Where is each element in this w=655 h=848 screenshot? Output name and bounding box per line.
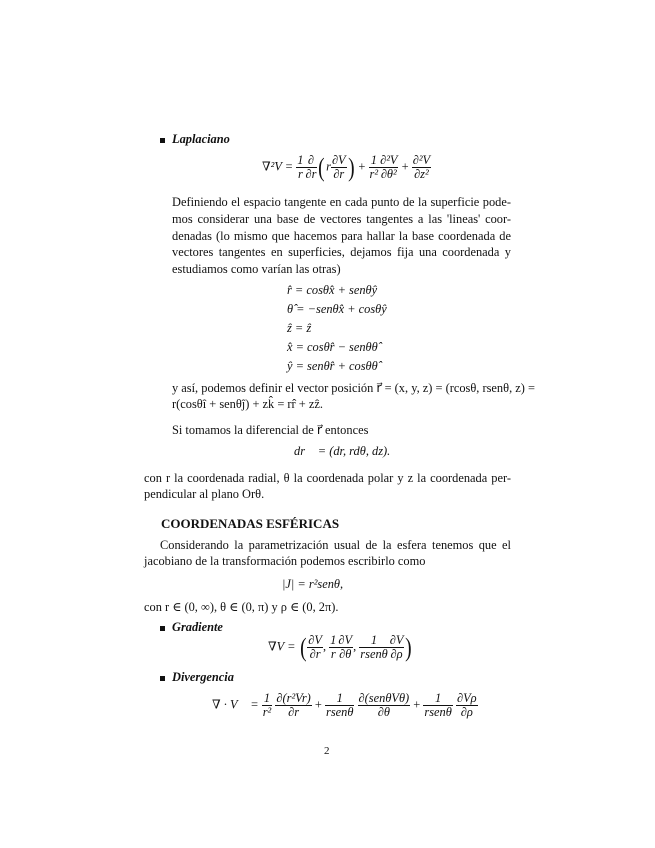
denominator: ∂r: [305, 167, 317, 182]
fraction: [307, 634, 323, 661]
denominator: r: [330, 647, 336, 662]
comma: ,: [322, 639, 327, 654]
eq-lhs: ∇ · V⃗ =: [212, 697, 259, 712]
fraction: [456, 692, 478, 719]
paragraph-line: denadas (lo mismo que hacemos para hallar la base coordenada de: [172, 229, 511, 243]
gradient-equation: [268, 634, 413, 661]
basis-equation: ŷ = senθr̂ + cosθθ̂: [287, 359, 378, 373]
numerator: 1: [370, 153, 377, 167]
denominator: ∂θ: [339, 647, 352, 662]
numerator: 1: [336, 691, 343, 705]
denominator: ∂r: [275, 705, 311, 719]
fraction: [412, 154, 431, 181]
numerator: ∂V: [338, 633, 353, 647]
position-vector-line: r(cosθî + senθĵ) + zk̂ = rr̂ + zẑ.: [172, 397, 323, 411]
denominator: rsenθ: [326, 705, 354, 720]
fraction: [358, 692, 411, 719]
denominator: ∂θ: [358, 705, 411, 719]
numerator: 1: [330, 633, 337, 647]
fraction: [275, 692, 311, 719]
denominator: ∂θ²: [380, 167, 397, 182]
numerator: ∂V: [331, 153, 346, 167]
right-paren: ): [347, 152, 355, 182]
denominator: ∂ρ: [390, 647, 403, 662]
jacobian-equation: |J| = r²senθ,: [282, 577, 344, 591]
numerator: ∂V: [389, 633, 404, 647]
bullet-marker: [160, 676, 165, 681]
section-title-divergencia: Divergencia: [172, 670, 234, 684]
comma: ,: [353, 639, 357, 654]
numerator: ∂: [307, 153, 315, 167]
bullet-marker: [160, 138, 165, 143]
numerator: ∂Vρ: [456, 691, 477, 705]
denominator: r²: [262, 705, 272, 720]
differential-text: Si tomamos la diferencial de r⃗ entonces: [172, 423, 369, 437]
plus-sign: +: [314, 697, 322, 712]
paragraph-line: vectores tangentes en superficies, dejamos fija una coordenada y: [172, 245, 511, 259]
numerator: 1: [435, 691, 442, 705]
divergence-equation: [212, 692, 478, 719]
fraction: [389, 634, 405, 661]
section-heading-spherical: COORDENADAS ESFÉRICAS: [161, 516, 340, 531]
fraction: [329, 634, 337, 661]
fraction: [325, 692, 354, 719]
differential-equation: dr⃗ = (dr, rdθ, dz).: [294, 444, 391, 458]
denominator: r: [297, 167, 303, 182]
section-title-gradiente: Gradiente: [172, 620, 223, 634]
paragraph-line: Definiendo el espacio tangente en cada punto de la superficie pode-: [172, 195, 511, 209]
bullet-marker: [160, 626, 165, 631]
fraction: [359, 634, 388, 661]
domain-text: con r ∈ (0, ∞), θ ∈ (0, π) y ρ ∈ (0, 2π).: [144, 600, 339, 614]
denominator: ∂z²: [412, 167, 431, 181]
intro-line: jacobiano de la transformación podemos escribirlo como: [144, 554, 426, 568]
eq-lhs: ∇V =: [268, 639, 296, 654]
numerator: ∂²V: [412, 153, 431, 167]
fraction: [331, 154, 347, 181]
fraction: [262, 692, 273, 719]
radial-description: pendicular al plano Orθ.: [144, 487, 265, 501]
section-title-laplaciano: Laplaciano: [172, 132, 230, 146]
fraction: [423, 692, 452, 719]
numerator: 1: [263, 691, 271, 705]
page-number: 2: [324, 745, 330, 757]
numerator: 1: [297, 153, 304, 167]
numerator: ∂²V: [380, 153, 398, 167]
left-paren: (: [318, 152, 326, 182]
denominator: ∂ρ: [456, 705, 478, 719]
paragraph-line: estudiamos como varían las otras): [172, 262, 341, 276]
numerator: ∂V: [308, 633, 322, 647]
numerator: ∂(senθVθ): [358, 691, 410, 705]
left-paren: (: [299, 632, 307, 662]
fraction: [296, 154, 304, 181]
right-paren: ): [405, 632, 413, 662]
laplacian-equation: [262, 154, 431, 181]
fraction: [369, 154, 380, 181]
plus-sign: +: [401, 159, 409, 174]
numerator: ∂(r²Vr): [276, 691, 311, 705]
denominator: rsenθ: [360, 647, 388, 662]
denominator: rsenθ: [424, 705, 452, 720]
intro-line: Considerando la parametrización usual de la esfera tenemos que el: [160, 538, 511, 552]
fraction: [304, 154, 317, 181]
position-vector-line: y así, podemos definir el vector posición r⃗ = (x, y, z) = (rcosθ, rsenθ, z) =: [172, 381, 535, 395]
denominator: ∂r: [331, 167, 347, 181]
eq-lhs: ∇²V =: [262, 159, 294, 174]
paragraph-line: mos considerar una base de vectores tangentes a las 'lineas' coor-: [172, 212, 511, 226]
basis-equation: r̂ = cosθx̂ + senθŷ: [287, 283, 378, 297]
coefficient: r: [326, 159, 331, 174]
radial-description: con r la coordenada radial, θ la coordenada polar y z la coordenada per-: [144, 471, 511, 485]
basis-equation: ẑ = ẑ: [287, 321, 312, 335]
denominator: ∂r: [307, 647, 323, 661]
plus-sign: +: [358, 159, 366, 174]
plus-sign: +: [413, 697, 421, 712]
fraction: [379, 154, 398, 181]
numerator: 1: [370, 633, 378, 647]
fraction: [337, 634, 353, 661]
basis-equation: θ̂ = −senθx̂ + cosθŷ: [287, 302, 387, 316]
denominator: r²: [369, 167, 379, 182]
basis-equation: x̂ = cosθr̂ − senθθ̂: [287, 340, 378, 354]
